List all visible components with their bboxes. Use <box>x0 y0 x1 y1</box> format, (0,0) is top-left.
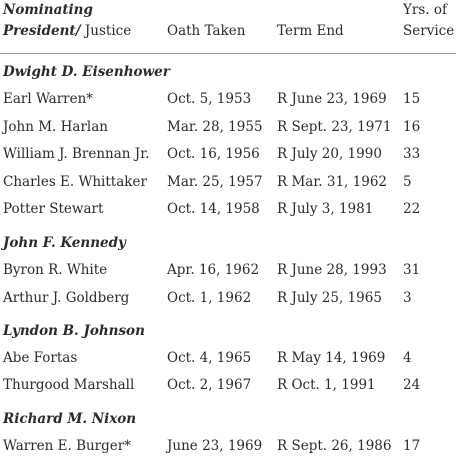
header-president-label: President/ <box>3 23 81 39</box>
oath-date: Oct. 16, 1956 <box>167 146 260 162</box>
table-row <box>0 116 456 138</box>
term-end: R June 28, 1993 <box>277 262 387 278</box>
term-end: R Sept. 26, 1986 <box>277 438 392 454</box>
term-end: R July 20, 1990 <box>277 146 382 162</box>
years-of-service: 24 <box>403 377 421 393</box>
oath-date: Oct. 14, 1958 <box>167 201 260 217</box>
justice-name: John M. Harlan <box>3 119 108 135</box>
years-of-service: 15 <box>403 91 421 107</box>
header-oath-taken: Oath Taken <box>167 23 246 39</box>
oath-date: Oct. 2, 1967 <box>167 377 252 393</box>
justice-name: Charles E. Whittaker <box>3 174 147 190</box>
years-of-service: 5 <box>403 174 412 190</box>
president-heading: Dwight D. Eisenhower <box>3 64 170 80</box>
justice-name: Warren E. Burger* <box>3 438 131 454</box>
oath-date: Oct. 4, 1965 <box>167 350 252 366</box>
header-divider <box>0 53 456 54</box>
header-justice-label: Justice <box>80 23 132 39</box>
justice-name: Byron R. White <box>3 262 108 278</box>
years-of-service: 3 <box>403 290 412 306</box>
oath-date: Mar. 28, 1955 <box>167 119 263 135</box>
term-end: R Oct. 1, 1991 <box>277 377 376 393</box>
table-row <box>0 198 456 220</box>
justice-name: William J. Brennan Jr. <box>3 146 150 162</box>
president-heading: Richard M. Nixon <box>3 411 137 427</box>
president-heading: John F. Kennedy <box>3 235 126 251</box>
header-president-justice <box>3 21 131 41</box>
header-years-line2: Service <box>403 23 455 39</box>
term-end: R July 3, 1981 <box>277 201 374 217</box>
years-of-service: 17 <box>403 438 421 454</box>
table-row <box>0 435 456 457</box>
years-of-service: 33 <box>403 146 421 162</box>
table-row <box>0 171 456 193</box>
justice-name: Abe Fortas <box>3 350 78 366</box>
years-of-service: 31 <box>403 262 421 278</box>
table-row <box>0 347 456 369</box>
oath-date: Apr. 16, 1962 <box>167 262 260 278</box>
justice-name: Earl Warren* <box>3 91 94 107</box>
header-term-end: Term End <box>277 23 344 39</box>
term-end: R Sept. 23, 1971 <box>277 119 392 135</box>
justice-name: Thurgood Marshall <box>3 377 135 393</box>
table-row <box>0 374 456 396</box>
table-row <box>0 143 456 165</box>
term-end: R Mar. 31, 1962 <box>277 174 387 190</box>
oath-date: Oct. 1, 1962 <box>167 290 252 306</box>
years-of-service: 22 <box>403 201 421 217</box>
oath-date: June 23, 1969 <box>167 438 263 454</box>
justice-name: Arthur J. Goldberg <box>3 290 130 306</box>
justice-name: Potter Stewart <box>3 201 104 217</box>
header-years-line1: Yrs. of <box>403 2 448 18</box>
table-row <box>0 259 456 281</box>
table-row <box>0 287 456 309</box>
table-row <box>0 88 456 110</box>
years-of-service: 4 <box>403 350 412 366</box>
oath-date: Mar. 25, 1957 <box>167 174 263 190</box>
years-of-service: 16 <box>403 119 421 135</box>
president-heading: Lyndon B. Johnson <box>3 323 145 339</box>
term-end: R June 23, 1969 <box>277 91 387 107</box>
oath-date: Oct. 5, 1953 <box>167 91 252 107</box>
term-end: R July 25, 1965 <box>277 290 382 306</box>
term-end: R May 14, 1969 <box>277 350 386 366</box>
header-nominating-label: Nominating <box>3 2 93 18</box>
